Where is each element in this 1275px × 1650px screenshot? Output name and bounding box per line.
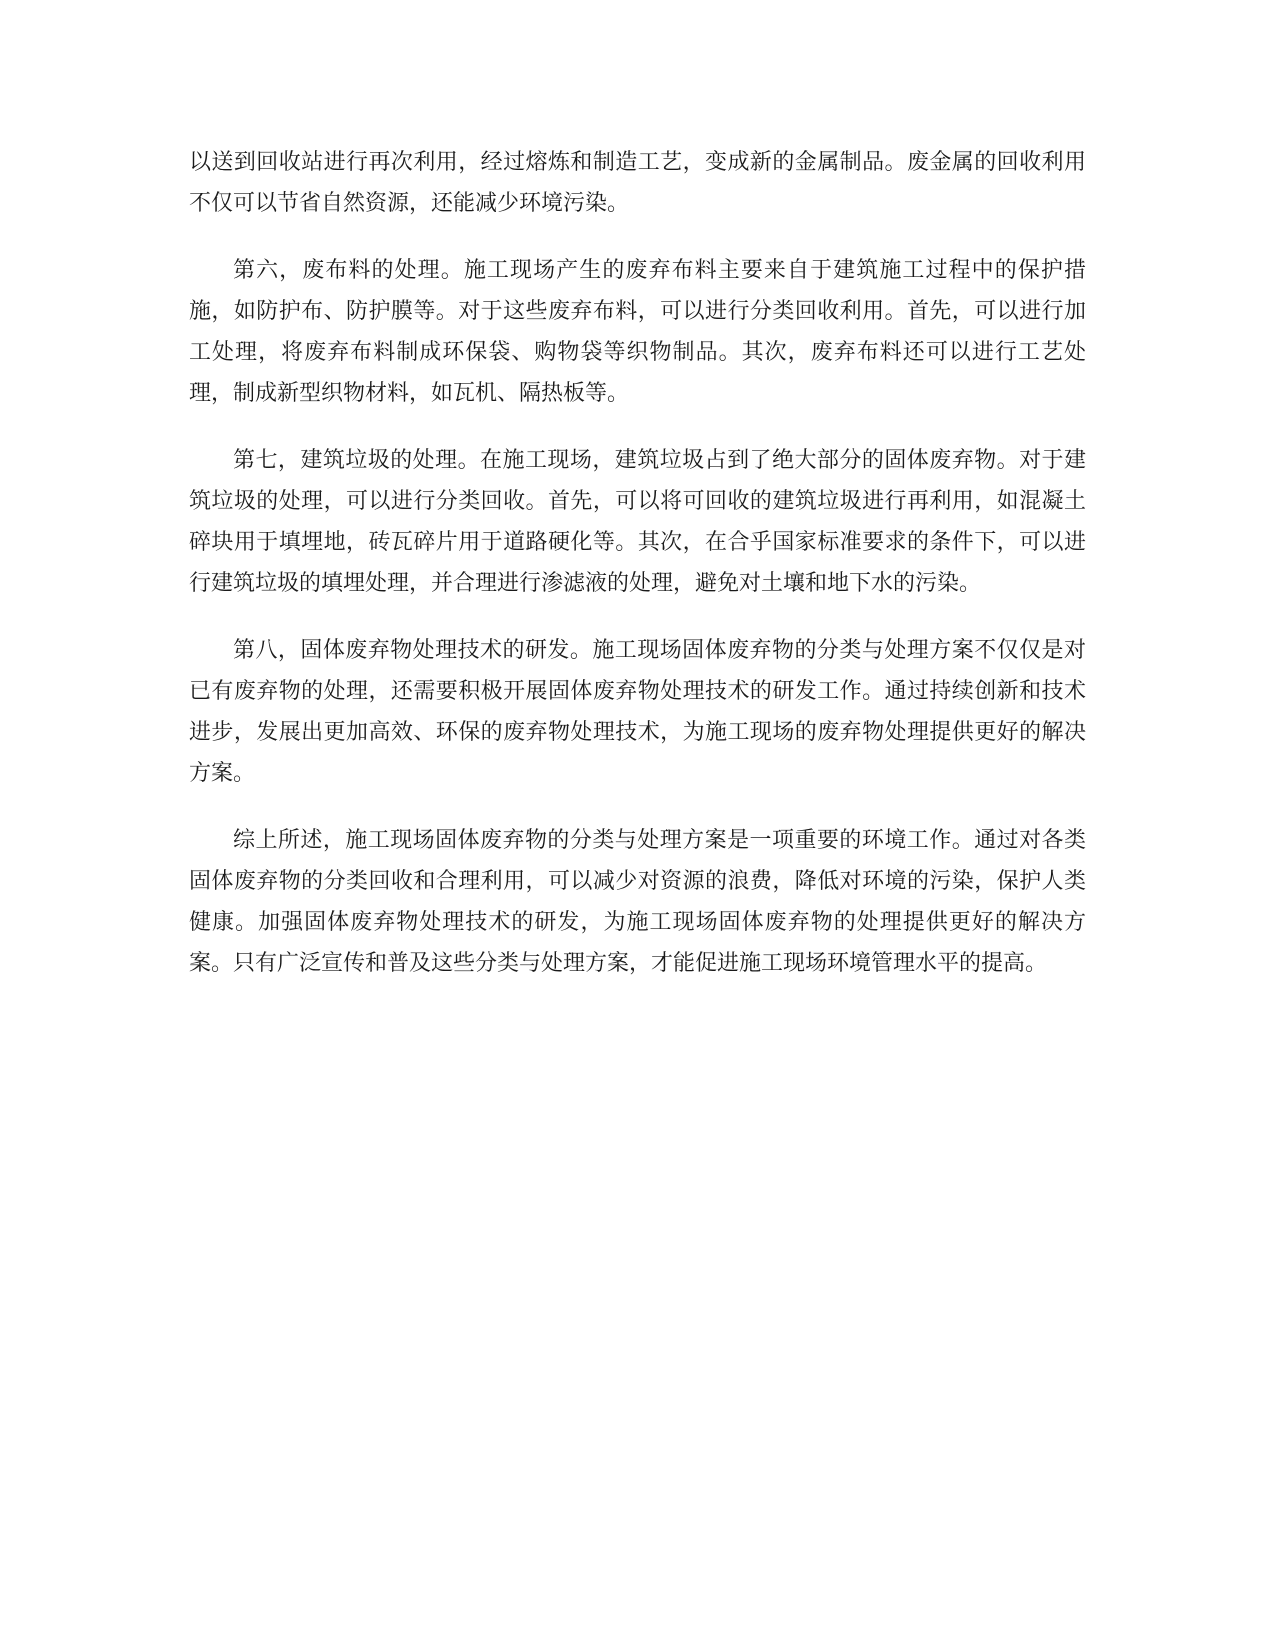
paragraph-technology-research: 第八，固体废弃物处理技术的研发。施工现场固体废弃物的分类与处理方案不仅仅是对已有废弃物的处理，还需要积极开展固体废弃物处理技术的研发工作。通过持续创新和技术进步，发展出更加高效、环保的废弃物处理技术，为施工现场的废弃物处理提供更好的解决方案。 — [189, 638, 1086, 786]
paragraph-conclusion: 综上所述，施工现场固体废弃物的分类与处理方案是一项重要的环境工作。通过对各类固体废弃物的分类回收和合理利用，可以减少对资源的浪费，降低对环境的污染，保护人类健康。加强固体废弃物处理技术的研发，为施工现场固体废弃物的处理提供更好的解决方案。只有广泛宣传和普及这些分类与处理方案，才能促进施工现场环境管理水平的提高。 — [189, 828, 1086, 976]
document-body — [189, 142, 1086, 1010]
paragraph-waste-fabric: 第六，废布料的处理。施工现场产生的废弃布料主要来自于建筑施工过程中的保护措施，如防护布、防护膜等。对于这些废弃布料，可以进行分类回收利用。首先，可以进行加工处理，将废弃布料制成环保袋、购物袋等织物制品。其次，废弃布料还可以进行工艺处理，制成新型织物材料，如瓦机、隔热板等。 — [189, 258, 1086, 406]
paragraph-metal-recycling-continued: 以送到回收站进行再次利用，经过熔炼和制造工艺，变成新的金属制品。废金属的回收利用不仅可以节省自然资源，还能减少环境污染。 — [189, 150, 1086, 216]
paragraph-construction-waste: 第七，建筑垃圾的处理。在施工现场，建筑垃圾占到了绝大部分的固体废弃物。对于建筑垃圾的处理，可以进行分类回收。首先，可以将可回收的建筑垃圾进行再利用，如混凝土碎块用于填埋地，砖瓦碎片用于道路硬化等。其次，在合乎国家标准要求的条件下，可以进行建筑垃圾的填埋处理，并合理进行渗滤液的处理，避免对土壤和地下水的污染。 — [189, 448, 1086, 596]
